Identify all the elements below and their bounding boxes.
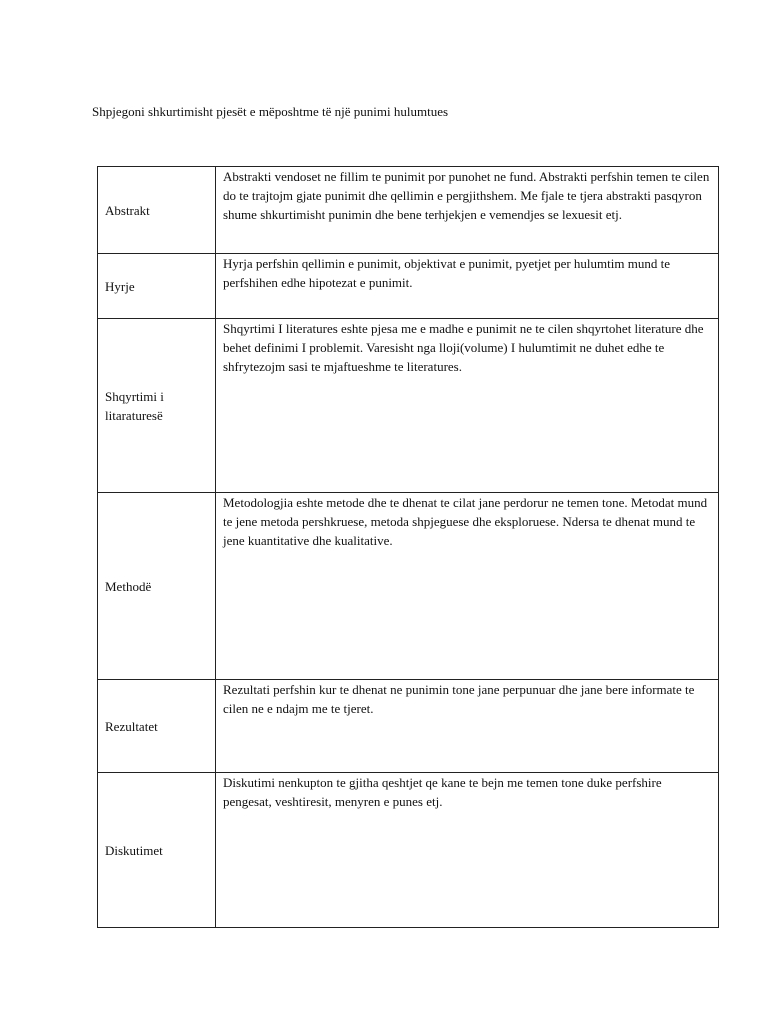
research-outline-table [97, 166, 719, 928]
row-content: Rezultati perfshin kur te dhenat ne punimin tone jane perpunuar dhe jane bere informate te cilen ne e ndajm me te tjeret. [216, 680, 719, 773]
row-content: Hyrja perfshin qellimin e punimit, objektivat e punimit, pyetjet per hulumtim mund te perfshihen edhe hipotezat e punimit. [216, 254, 719, 319]
row-content: Diskutimi nenkupton te gjitha qeshtjet qe kane te bejn me temen tone duke perfshire pengesat, veshtiresit, menyren e punes etj. [216, 773, 719, 928]
row-label: Shqyrtimi i litaraturesë [98, 319, 216, 493]
table-row-methode [98, 493, 719, 680]
row-label: Hyrje [98, 254, 216, 319]
table-row-diskutimet [98, 773, 719, 928]
page-heading: Shpjegoni shkurtimisht pjesët e mëposhtme të një punimi hulumtues [92, 104, 449, 119]
row-label: Abstrakt [98, 167, 216, 254]
table-row-rezultatet [98, 680, 719, 773]
row-content: Abstrakti vendoset ne fillim te punimit por punohet ne fund. Abstrakti perfshin temen te cilen do te trajtojm gjate punimit dhe qellimin e pergjithshem. Me fjale te tjera abstrakti pasqyron shume shkurtimisht punimin dhe bene terhjekjen e vemendjes se lexuesit etj. [216, 167, 719, 254]
row-label: Methodë [98, 493, 216, 680]
row-content: Metodologjia eshte metode dhe te dhenat te cilat jane perdorur ne temen tone. Metodat mund te jene metoda pershkruese, metoda shpjeguese dhe eksploruese. Ndersa te dhenat mund te jene kuantitative dhe kualitative. [216, 493, 719, 680]
row-label: Diskutimet [98, 773, 216, 928]
table-row-shqyrtimi [98, 319, 719, 493]
table-row-abstrakt [98, 167, 719, 254]
row-label: Rezultatet [98, 680, 216, 773]
table-row-hyrje [98, 254, 719, 319]
row-content: Shqyrtimi I literatures eshte pjesa me e madhe e punimit ne te cilen shqyrtohet literature dhe behet definimi I problemit. Varesisht nga lloji(volume) I hulumtimit ne duhet edhe te shfrytezojm sasi te mjaftueshme te literatures. [216, 319, 719, 493]
